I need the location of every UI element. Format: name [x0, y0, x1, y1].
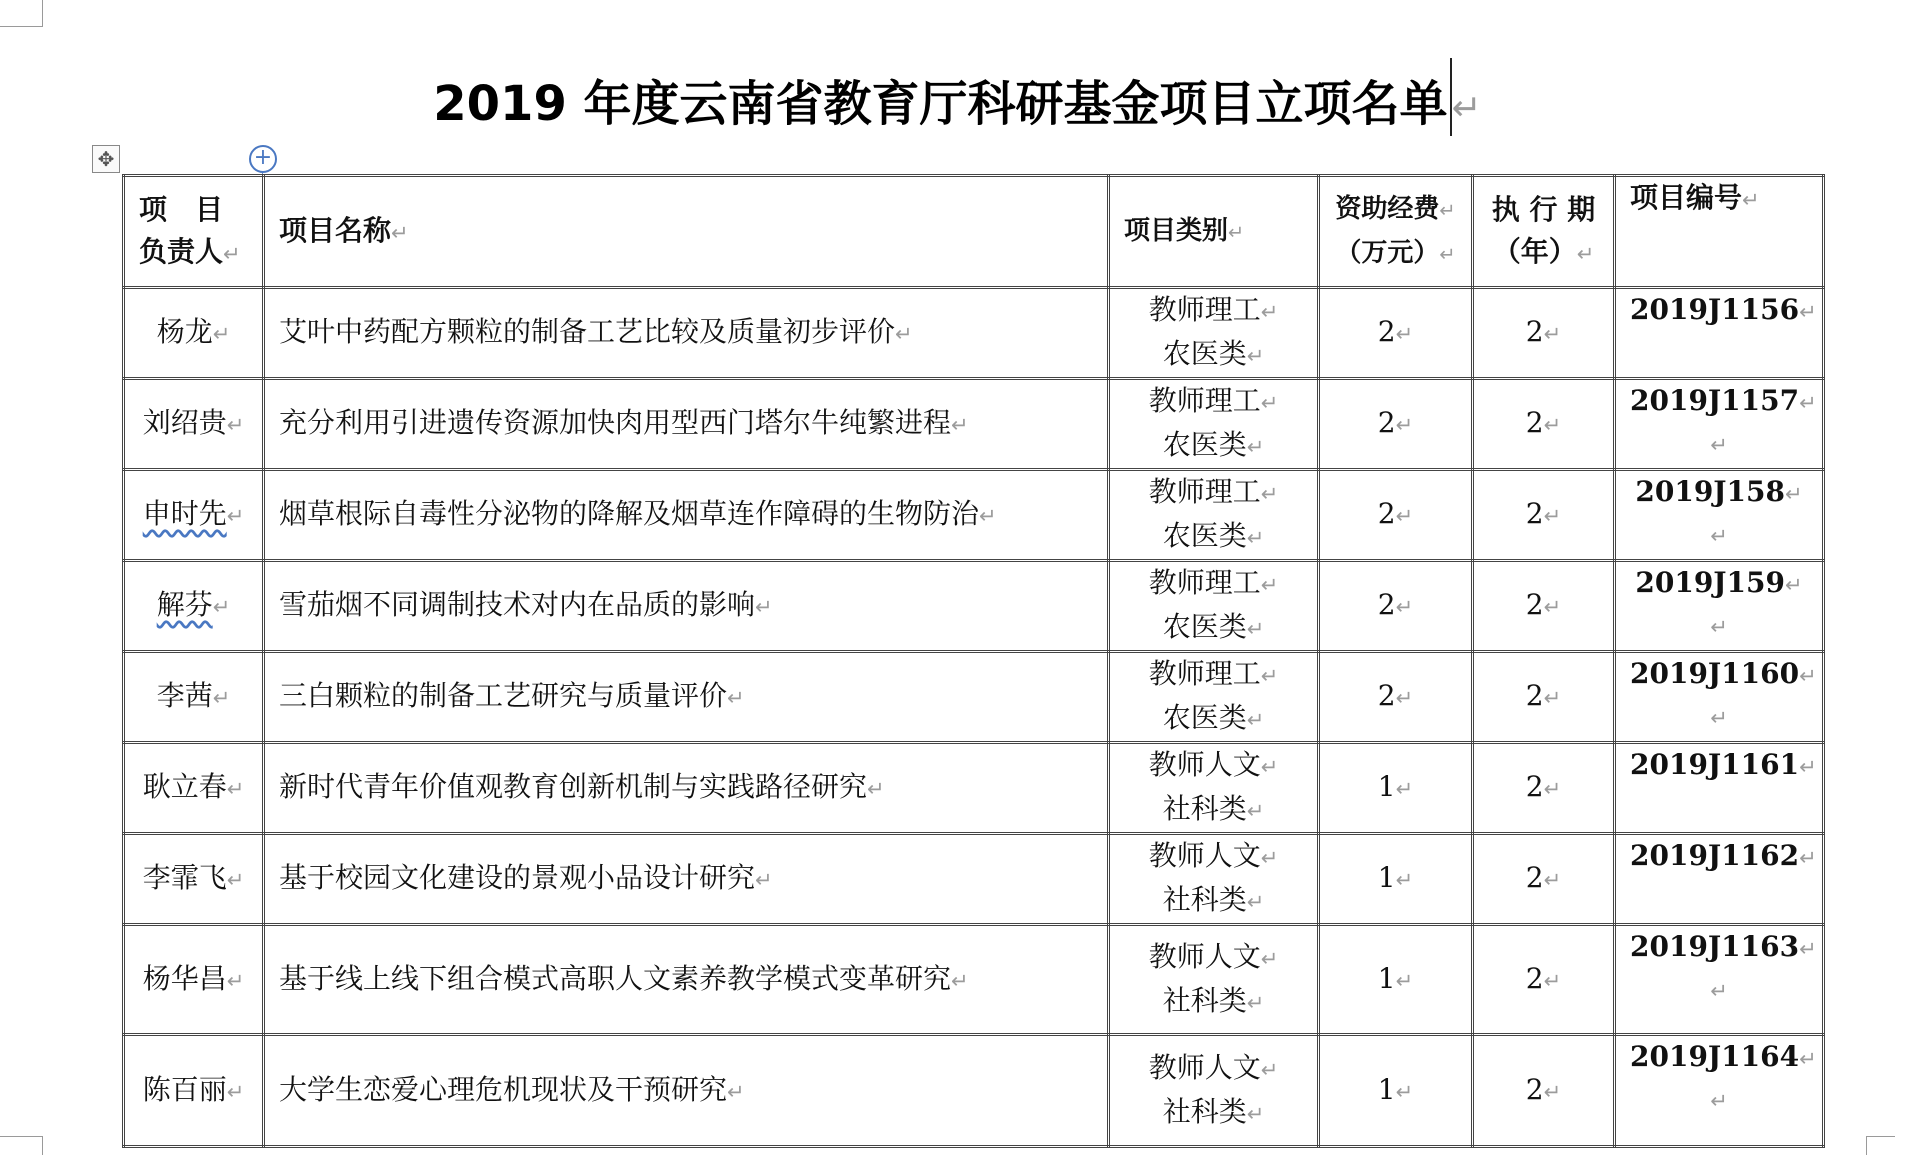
leader-cell[interactable] — [124, 1035, 264, 1147]
insert-column-icon[interactable]: + — [249, 145, 277, 173]
leader-cell[interactable] — [124, 379, 264, 470]
category-cell[interactable] — [1109, 743, 1319, 834]
paragraph-mark: ↵ — [867, 777, 885, 801]
table-row — [124, 470, 1824, 561]
paragraph-mark: ↵ — [1260, 573, 1279, 597]
funding-cell[interactable] — [1319, 561, 1473, 652]
category-line1: 教师人文 — [1148, 839, 1261, 872]
paragraph-mark: ↵ — [1785, 482, 1803, 506]
project-name: 大学生恋爱心理危机现状及干预研究 — [279, 1072, 728, 1106]
category-cell[interactable] — [1109, 1035, 1319, 1147]
category-cell[interactable] — [1109, 561, 1319, 652]
table-move-handle-icon[interactable]: ✥ — [92, 145, 120, 173]
project-name-cell[interactable] — [264, 470, 1109, 561]
leader-cell[interactable] — [124, 743, 264, 834]
paragraph-mark: ↵ — [1395, 504, 1414, 528]
code-cell[interactable] — [1615, 470, 1824, 561]
paragraph-mark: ↵ — [1451, 88, 1482, 129]
paragraph-mark: ↵ — [1260, 391, 1279, 415]
project-code: 2019J1156 — [1630, 293, 1800, 326]
period-cell[interactable] — [1473, 379, 1615, 470]
paragraph-mark: ↵ — [755, 595, 773, 619]
paragraph-mark: ↵ — [226, 504, 245, 528]
paragraph-mark: ↵ — [1246, 1101, 1265, 1126]
category-line1: 教师人文 — [1148, 748, 1261, 781]
category-line2: 农医类 — [1162, 610, 1247, 643]
period-value: 2 — [1525, 679, 1544, 712]
category-line2: 社科类 — [1162, 983, 1247, 1017]
paragraph-mark: ↵ — [391, 220, 409, 245]
period-value: 2 — [1525, 315, 1544, 348]
category-cell[interactable] — [1109, 470, 1319, 561]
paragraph-mark: ↵ — [226, 413, 245, 437]
leader-name: 陈百丽 — [142, 1072, 227, 1106]
funding-cell[interactable] — [1319, 379, 1473, 470]
project-name: 基于线上线下组合模式高职人文素养教学模式变革研究 — [279, 961, 952, 995]
header-project-name-text: 项目名称 — [279, 213, 392, 247]
period-value: 2 — [1525, 588, 1544, 621]
project-code: 2019J1164 — [1630, 1040, 1800, 1073]
paragraph-mark: ↵ — [1543, 868, 1562, 892]
header-period[interactable] — [1473, 176, 1615, 288]
code-cell[interactable] — [1615, 652, 1824, 743]
code-cell[interactable] — [1615, 743, 1824, 834]
funding-cell[interactable] — [1319, 652, 1473, 743]
header-leader[interactable] — [124, 176, 264, 288]
table-row — [124, 288, 1824, 379]
period-cell[interactable] — [1473, 925, 1615, 1035]
leader-cell[interactable] — [124, 470, 264, 561]
paragraph-mark: ↵ — [1543, 595, 1562, 619]
paragraph-mark: ↵ — [1246, 990, 1265, 1015]
project-code: 2019J158 — [1635, 475, 1785, 508]
leader-cell[interactable] — [124, 652, 264, 743]
paragraph-mark: ↵ — [1246, 617, 1265, 641]
header-code-text: 项目编号 — [1630, 181, 1743, 214]
paragraph-mark: ↵ — [1710, 524, 1728, 548]
leader-name: 李霏飞 — [142, 861, 227, 894]
funding-value: 2 — [1377, 588, 1396, 621]
project-code: 2019J1163 — [1630, 930, 1800, 963]
paragraph-mark: ↵ — [1439, 242, 1456, 266]
paragraph-mark: ↵ — [1799, 1047, 1817, 1071]
period-value: 2 — [1525, 961, 1544, 995]
paragraph-mark: ↵ — [1228, 220, 1245, 244]
project-code: 2019J159 — [1635, 566, 1785, 599]
category-cell[interactable] — [1109, 379, 1319, 470]
table-row — [124, 652, 1824, 743]
paragraph-mark: ↵ — [1246, 344, 1265, 368]
header-funding-line2: （万元） — [1335, 237, 1440, 268]
category-line2: 农医类 — [1162, 701, 1247, 734]
header-category[interactable] — [1109, 176, 1319, 288]
header-project-name[interactable] — [264, 176, 1109, 288]
code-cell[interactable] — [1615, 288, 1824, 379]
leader-cell[interactable] — [124, 561, 264, 652]
project-name: 新时代青年价值观教育创新机制与实践路径研究 — [279, 770, 868, 803]
header-funding-line1: 资助经费 — [1335, 193, 1440, 224]
page-corner-mark — [1866, 1136, 1895, 1155]
paragraph-mark: ↵ — [979, 504, 997, 528]
period-cell[interactable] — [1473, 470, 1615, 561]
paragraph-mark: ↵ — [1785, 573, 1803, 597]
project-name-cell[interactable] — [264, 834, 1109, 925]
paragraph-mark: ↵ — [1260, 846, 1279, 870]
project-name-cell[interactable] — [264, 743, 1109, 834]
project-name-cell[interactable] — [264, 561, 1109, 652]
category-line1: 教师理工 — [1148, 384, 1261, 417]
paragraph-mark: ↵ — [1710, 433, 1728, 457]
period-cell[interactable] — [1473, 1035, 1615, 1147]
category-cell[interactable] — [1109, 288, 1319, 379]
project-name: 基于校园文化建设的景观小品设计研究 — [279, 861, 756, 894]
table-row — [124, 379, 1824, 470]
header-funding[interactable] — [1319, 176, 1473, 288]
paragraph-mark: ↵ — [226, 968, 245, 993]
paragraph-mark: ↵ — [1710, 979, 1728, 1003]
table-row — [124, 925, 1824, 1035]
paragraph-mark: ↵ — [1543, 968, 1562, 993]
project-name: 烟草根际自毒性分泌物的降解及烟草连作障碍的生物防治 — [279, 497, 980, 530]
paragraph-mark: ↵ — [212, 595, 231, 619]
paragraph-mark: ↵ — [951, 413, 969, 437]
paragraph-mark: ↵ — [1395, 968, 1414, 993]
paragraph-mark: ↵ — [1260, 664, 1279, 688]
paragraph-mark: ↵ — [1799, 300, 1817, 324]
project-name-cell[interactable] — [264, 1035, 1109, 1147]
project-name: 雪茄烟不同调制技术对内在品质的影响 — [279, 588, 756, 621]
paragraph-mark: ↵ — [1799, 664, 1817, 688]
project-name-cell[interactable] — [264, 652, 1109, 743]
paragraph-mark: ↵ — [1439, 198, 1456, 222]
paragraph-mark: ↵ — [1395, 322, 1414, 346]
period-cell[interactable] — [1473, 743, 1615, 834]
paragraph-mark — [1630, 879, 1808, 921]
category-line1: 教师理工 — [1148, 566, 1261, 599]
paragraph-mark: ↵ — [1742, 188, 1760, 212]
table-header-row — [124, 176, 1824, 288]
project-name: 三白颗粒的制备工艺研究与质量评价 — [279, 679, 728, 712]
project-code: 2019J1160 — [1630, 657, 1800, 690]
document-title — [0, 58, 1915, 136]
header-period-line1: 执 行 期 — [1491, 192, 1596, 226]
funding-value: 1 — [1377, 1072, 1396, 1106]
paragraph-mark: ↵ — [727, 1079, 745, 1104]
project-code: 2019J1162 — [1630, 839, 1800, 872]
paragraph-mark: ↵ — [1799, 937, 1817, 961]
funding-value: 2 — [1377, 406, 1396, 439]
paragraph-mark: ↵ — [1799, 391, 1817, 415]
paragraph-mark: ↵ — [1260, 1057, 1279, 1082]
code-cell[interactable] — [1615, 925, 1824, 1035]
leader-cell[interactable] — [124, 925, 264, 1035]
leader-cell[interactable] — [124, 288, 264, 379]
category-line1: 教师人文 — [1148, 1050, 1261, 1084]
project-code: 2019J1157 — [1630, 384, 1800, 417]
funding-value: 2 — [1377, 679, 1396, 712]
paragraph-mark: ↵ — [1260, 755, 1279, 779]
header-category-text: 项目类别 — [1124, 215, 1229, 246]
funding-cell[interactable] — [1319, 834, 1473, 925]
category-cell[interactable] — [1109, 834, 1319, 925]
document-title-text: 2019 年度云南省教育厅科研基金项目立项名单 — [433, 76, 1448, 132]
paragraph-mark: ↵ — [1799, 846, 1817, 870]
leader-cell[interactable] — [124, 834, 264, 925]
paragraph-mark: ↵ — [1246, 890, 1265, 914]
paragraph-mark: ↵ — [1710, 615, 1728, 639]
category-line1: 教师理工 — [1148, 293, 1261, 326]
table-row — [124, 1035, 1824, 1147]
paragraph-mark: ↵ — [226, 1079, 245, 1104]
paragraph-mark — [1630, 333, 1808, 375]
category-line2: 农医类 — [1162, 337, 1247, 370]
leader-name: 杨华昌 — [142, 961, 227, 995]
paragraph-mark: ↵ — [1395, 868, 1414, 892]
table-row — [124, 743, 1824, 834]
funding-value: 2 — [1377, 497, 1396, 530]
category-line1: 教师理工 — [1148, 475, 1261, 508]
paragraph-mark: ↵ — [212, 322, 231, 346]
paragraph-mark: ↵ — [1260, 482, 1279, 506]
leader-name: 申时先 — [142, 497, 227, 530]
paragraph-mark: ↵ — [1543, 686, 1562, 710]
paragraph-mark — [1630, 788, 1808, 830]
funding-cell[interactable] — [1319, 470, 1473, 561]
project-name-cell[interactable] — [264, 925, 1109, 1035]
category-line2: 农医类 — [1162, 519, 1247, 552]
paragraph-mark: ↵ — [223, 241, 241, 266]
funding-cell[interactable] — [1319, 743, 1473, 834]
paragraph-mark: ↵ — [1395, 777, 1414, 801]
funding-value: 1 — [1377, 961, 1396, 995]
leader-name: 解芬 — [156, 588, 213, 621]
leader-name: 李茜 — [156, 679, 213, 712]
page-corner-mark — [0, 1136, 43, 1155]
paragraph-mark: ↵ — [226, 868, 245, 892]
paragraph-mark: ↵ — [755, 868, 773, 892]
project-code: 2019J1161 — [1630, 748, 1800, 781]
paragraph-mark: ↵ — [1260, 300, 1279, 324]
funding-cell[interactable] — [1319, 1035, 1473, 1147]
paragraph-mark: ↵ — [226, 777, 245, 801]
paragraph-mark: ↵ — [1395, 413, 1414, 437]
category-cell[interactable] — [1109, 925, 1319, 1035]
code-cell[interactable] — [1615, 1035, 1824, 1147]
category-line2: 社科类 — [1162, 1094, 1247, 1128]
period-cell[interactable] — [1473, 652, 1615, 743]
category-line1: 教师人文 — [1148, 939, 1261, 973]
paragraph-mark: ↵ — [727, 686, 745, 710]
paragraph-mark: ↵ — [1543, 504, 1562, 528]
project-table — [122, 174, 1825, 1148]
period-value: 2 — [1525, 406, 1544, 439]
leader-name: 杨龙 — [156, 315, 213, 348]
paragraph-mark: ↵ — [895, 322, 913, 346]
paragraph-mark: ↵ — [1543, 1079, 1562, 1104]
paragraph-mark: ↵ — [1799, 755, 1817, 779]
paragraph-mark: ↵ — [1576, 241, 1595, 266]
page-corner-mark — [0, 0, 43, 27]
paragraph-mark: ↵ — [1246, 435, 1265, 459]
project-name: 艾叶中药配方颗粒的制备工艺比较及质量初步评价 — [279, 315, 896, 348]
code-cell[interactable] — [1615, 561, 1824, 652]
funding-value: 2 — [1377, 315, 1396, 348]
period-value: 2 — [1525, 861, 1544, 894]
category-line2: 农医类 — [1162, 428, 1247, 461]
funding-value: 1 — [1377, 861, 1396, 894]
period-cell[interactable] — [1473, 834, 1615, 925]
header-code[interactable] — [1615, 176, 1824, 288]
leader-name: 刘绍贵 — [142, 406, 227, 439]
funding-value: 1 — [1377, 770, 1396, 803]
category-cell[interactable] — [1109, 652, 1319, 743]
period-value: 2 — [1525, 1072, 1544, 1106]
project-name-cell[interactable] — [264, 379, 1109, 470]
code-cell[interactable] — [1615, 834, 1824, 925]
period-cell[interactable] — [1473, 561, 1615, 652]
table-row — [124, 561, 1824, 652]
paragraph-mark: ↵ — [951, 968, 969, 993]
paragraph-mark: ↵ — [1395, 686, 1414, 710]
project-name: 充分利用引进遗传资源加快肉用型西门塔尔牛纯繁进程 — [279, 406, 952, 439]
paragraph-mark: ↵ — [1710, 1089, 1728, 1113]
funding-cell[interactable] — [1319, 288, 1473, 379]
paragraph-mark: ↵ — [1543, 322, 1562, 346]
header-period-line2: （年） — [1492, 234, 1577, 268]
paragraph-mark: ↵ — [1246, 799, 1265, 823]
code-cell[interactable] — [1615, 379, 1824, 470]
paragraph-mark: ↵ — [1246, 708, 1265, 732]
header-leader-line2: 负责人 — [139, 234, 224, 268]
funding-cell[interactable] — [1319, 925, 1473, 1035]
paragraph-mark: ↵ — [1395, 1079, 1414, 1104]
period-cell[interactable] — [1473, 288, 1615, 379]
header-leader-line1: 项 目 — [139, 192, 224, 226]
paragraph-mark: ↵ — [1246, 526, 1265, 550]
table-row — [124, 834, 1824, 925]
paragraph-mark: ↵ — [1543, 777, 1562, 801]
paragraph-mark: ↵ — [1260, 946, 1279, 971]
leader-name: 耿立春 — [142, 770, 227, 803]
category-line2: 社科类 — [1162, 883, 1247, 916]
period-value: 2 — [1525, 497, 1544, 530]
project-name-cell[interactable] — [264, 288, 1109, 379]
paragraph-mark: ↵ — [212, 686, 231, 710]
category-line2: 社科类 — [1162, 792, 1247, 825]
paragraph-mark: ↵ — [1543, 413, 1562, 437]
paragraph-mark: ↵ — [1395, 595, 1414, 619]
category-line1: 教师理工 — [1148, 657, 1261, 690]
paragraph-mark: ↵ — [1710, 706, 1728, 730]
period-value: 2 — [1525, 770, 1544, 803]
